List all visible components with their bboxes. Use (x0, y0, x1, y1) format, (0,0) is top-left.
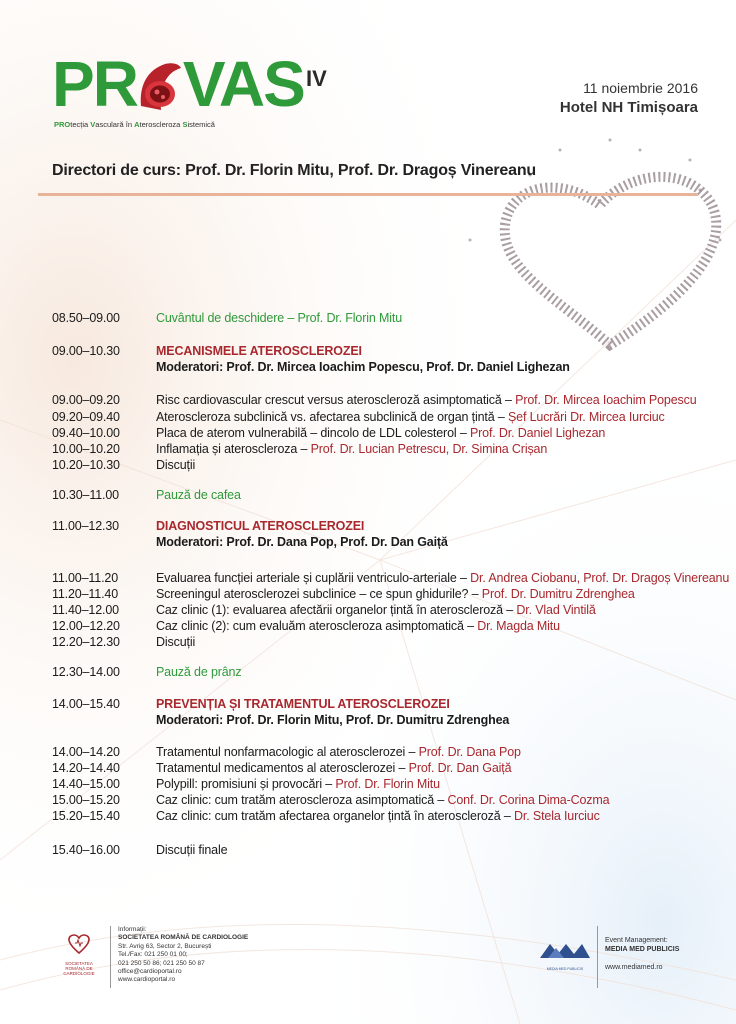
talk-text: Discuții (156, 635, 196, 649)
contact-info (118, 926, 248, 985)
time-slot: 10.20–10.30 (52, 458, 120, 472)
talk-text: Tratamentul medicamentos al aterosclerozei – (156, 761, 409, 775)
talk-title (156, 760, 511, 776)
talk-row (52, 392, 697, 408)
break-row (52, 487, 241, 503)
talk-row (52, 570, 729, 586)
talk-row (52, 618, 560, 634)
provas-logo (52, 40, 352, 140)
footer-separator-right (597, 926, 598, 988)
session-moderators: Moderatori: Prof. Dr. Dana Pop, Prof. Dr. Dan Gaiță (156, 535, 448, 549)
talk-row (52, 792, 609, 808)
time-slot: 12.20–12.30 (52, 635, 120, 649)
session-moderators: Moderatori: Prof. Dr. Florin Mitu, Prof. Dr. Dumitru Zdrenghea (156, 713, 510, 727)
session-title: MECANISMELE ATEROSCLEROZEI (156, 344, 362, 358)
session-row (52, 518, 364, 534)
time-slot: 09.40–10.00 (52, 426, 120, 440)
info-org: SOCIETATEA ROMÂNĂ DE CARDIOLOGIE (118, 934, 249, 942)
talk-text: Polypill: promisiuni și provocări – (156, 777, 336, 791)
time-slot: 14.20–14.40 (52, 761, 120, 775)
speaker-names: Prof. Dr. Lucian Petrescu, Dr. Simina Crișan (310, 442, 548, 456)
talk-row (52, 441, 547, 457)
talk-row (52, 760, 511, 776)
talk-row (52, 776, 440, 792)
heart-logo-icon (68, 934, 90, 954)
src-logo (56, 934, 102, 976)
time-slot: 10.30–11.00 (52, 488, 119, 502)
talk-row (52, 808, 600, 824)
talk-title (156, 441, 547, 457)
talk-title (156, 808, 600, 824)
talk-text: Ateroscleroza subclinică vs. afectarea subclinică de organ țintă – (156, 410, 508, 424)
em-name: MEDIA MED PUBLICIS (605, 946, 680, 953)
talk-text: Evaluarea funcției arteriale și cuplării ventriculo-arteriale – (156, 571, 471, 585)
talk-row (52, 457, 195, 473)
logo-wordmark: PR VAS (52, 48, 304, 120)
time-slot: 11.00–11.20 (52, 571, 119, 585)
talk-row (52, 425, 605, 441)
time-slot: 14.00–15.40 (52, 697, 120, 711)
blood-vessel-icon (137, 56, 183, 112)
talk-row (52, 744, 521, 760)
session-moderators: Moderatori: Prof. Dr. Mircea Ioachim Popescu, Prof. Dr. Daniel Lighezan (156, 360, 570, 374)
em-web[interactable]: www.mediamed.ro (605, 964, 663, 971)
info-title: Informații: (118, 926, 147, 933)
talk-title (156, 409, 665, 425)
talk-title (156, 634, 195, 650)
talk-text: Caz clinic: cum tratăm afectarea organelor țintă în ateroscleroză – (156, 809, 515, 823)
speaker-names: Dr. Magda Mitu (477, 619, 560, 633)
time-slot: 12.30–14.00 (52, 665, 120, 679)
talk-title (156, 586, 635, 602)
time-slot: 11.00–12.30 (52, 519, 119, 533)
time-slot: 15.20–15.40 (52, 809, 120, 823)
talk-title (156, 792, 609, 808)
talk-title (156, 776, 440, 792)
info-tel: Tel./Fax: 021 250 01 00; (118, 951, 188, 959)
time-slot: 09.00–09.20 (52, 393, 120, 407)
time-slot: 15.00–15.20 (52, 793, 120, 807)
mm-logo-icon (538, 940, 592, 962)
speaker-names: Prof. Dr. Dan Gaiță (408, 761, 512, 775)
break-row (52, 664, 241, 680)
time-slot: 09.20–09.40 (52, 410, 120, 424)
em-title: Event Management: (605, 937, 668, 944)
src-logo-label: SOCIETATEA ROMÂNĂ DE CARDIOLOGIE (63, 961, 95, 976)
talk-title (156, 392, 697, 408)
session-row (52, 696, 450, 712)
talk-text: Caz clinic (1): evaluarea afectării organelor țintă în ateroscleroză – (156, 603, 517, 617)
time-slot: 08.50–09.00 (52, 311, 120, 325)
talk-text: Screeningul aterosclerozei subclinice – ce spun ghidurile? – (156, 587, 482, 601)
event-venue: Hotel NH Timișoara (559, 99, 698, 116)
break-row (52, 310, 402, 326)
event-management (605, 936, 679, 972)
speaker-names: Șef Lucrări Dr. Mircea Iurciuc (507, 410, 665, 424)
talk-text: Discuții finale (156, 843, 228, 857)
talk-title (156, 425, 605, 441)
info-email[interactable]: office@cardioportal.ro (118, 968, 182, 976)
header-divider (38, 193, 698, 196)
speaker-names: Dr. Vlad Vintilă (516, 603, 596, 617)
talk-row (52, 602, 596, 618)
talk-title (156, 457, 195, 473)
talk-text: Caz clinic (2): cum evaluăm ateroscleroza asimptomatică – (156, 619, 478, 633)
speaker-names: Prof. Dr. Mircea Ioachim Popescu (515, 393, 697, 407)
talk-row (52, 409, 665, 425)
talk-row (52, 634, 195, 650)
time-slot: 09.00–10.30 (52, 344, 120, 358)
speaker-names: Prof. Dr. Daniel Lighezan (469, 426, 606, 440)
logo-subtitle: PROtecția Vasculară în Ateroscleroza Sistemică (54, 120, 215, 129)
speaker-names: Dr. Andrea Ciobanu, Prof. Dr. Dragoș Vinereanu (470, 571, 730, 585)
session-title: PREVENȚIA ȘI TRATAMENTUL ATEROSCLEROZEI (156, 697, 450, 711)
info-web[interactable]: www.cardioportal.ro (118, 976, 176, 984)
break-label: Pauză de prânz (156, 665, 242, 679)
break-label: Cuvântul de deschidere – Prof. Dr. Florin Mitu (156, 311, 402, 325)
speaker-names: Prof. Dr. Dumitru Zdrenghea (481, 587, 635, 601)
break-label: Pauză de cafea (156, 488, 241, 502)
time-slot: 10.00–10.20 (52, 442, 120, 456)
speaker-names: Conf. Dr. Corina Dima-Cozma (447, 793, 610, 807)
talk-text: Caz clinic: cum tratăm ateroscleroza asimptomatică – (156, 793, 448, 807)
time-slot: 11.20–11.40 (52, 587, 119, 601)
time-slot: 14.00–14.20 (52, 745, 120, 759)
time-slot: 15.40–16.00 (52, 843, 120, 857)
talk-title (156, 744, 521, 760)
info-address: Str. Avrig 63, Sector 2, București (118, 942, 212, 950)
speaker-names: Dr. Stela Iurciuc (514, 809, 600, 823)
talk-text: Placa de aterom vulnerabilă – dincolo de LDL colesterol – (156, 426, 470, 440)
talk-title (156, 842, 227, 858)
talk-text: Risc cardiovascular crescut versus ateroscleroză asimptomatică – (156, 393, 516, 407)
footer-separator (110, 926, 111, 988)
time-slot: 12.00–12.20 (52, 619, 120, 633)
talk-title (156, 602, 596, 618)
talk-text: Tratamentul nonfarmacologic al aterosclerozei – (156, 745, 419, 759)
talk-title (156, 618, 560, 634)
talk-text: Discuții (156, 458, 196, 472)
speaker-names: Prof. Dr. Dana Pop (418, 745, 521, 759)
session-row (52, 343, 362, 359)
mm-logo-label: MEDIA MED PUBLICIS (546, 967, 584, 971)
talk-row (52, 586, 635, 602)
session-title: DIAGNOSTICUL ATEROSCLEROZEI (156, 519, 365, 533)
info-tel2: 021 250 50 86; 021 250 50 87 (118, 959, 205, 967)
talk-title (156, 570, 729, 586)
event-date: 11 noiembrie 2016 (583, 80, 698, 96)
speaker-names: Prof. Dr. Florin Mitu (335, 777, 440, 791)
talk-text: Inflamația și ateroscleroza – (156, 442, 311, 456)
edition-number: IV (306, 66, 327, 91)
time-slot: 14.40–15.00 (52, 777, 120, 791)
course-directors: Directori de curs: Prof. Dr. Florin Mitu, Prof. Dr. Dragoș Vinereanu (52, 162, 536, 179)
time-slot: 11.40–12.00 (52, 603, 119, 617)
talk-row (52, 842, 227, 858)
media-med-logo (538, 940, 592, 971)
